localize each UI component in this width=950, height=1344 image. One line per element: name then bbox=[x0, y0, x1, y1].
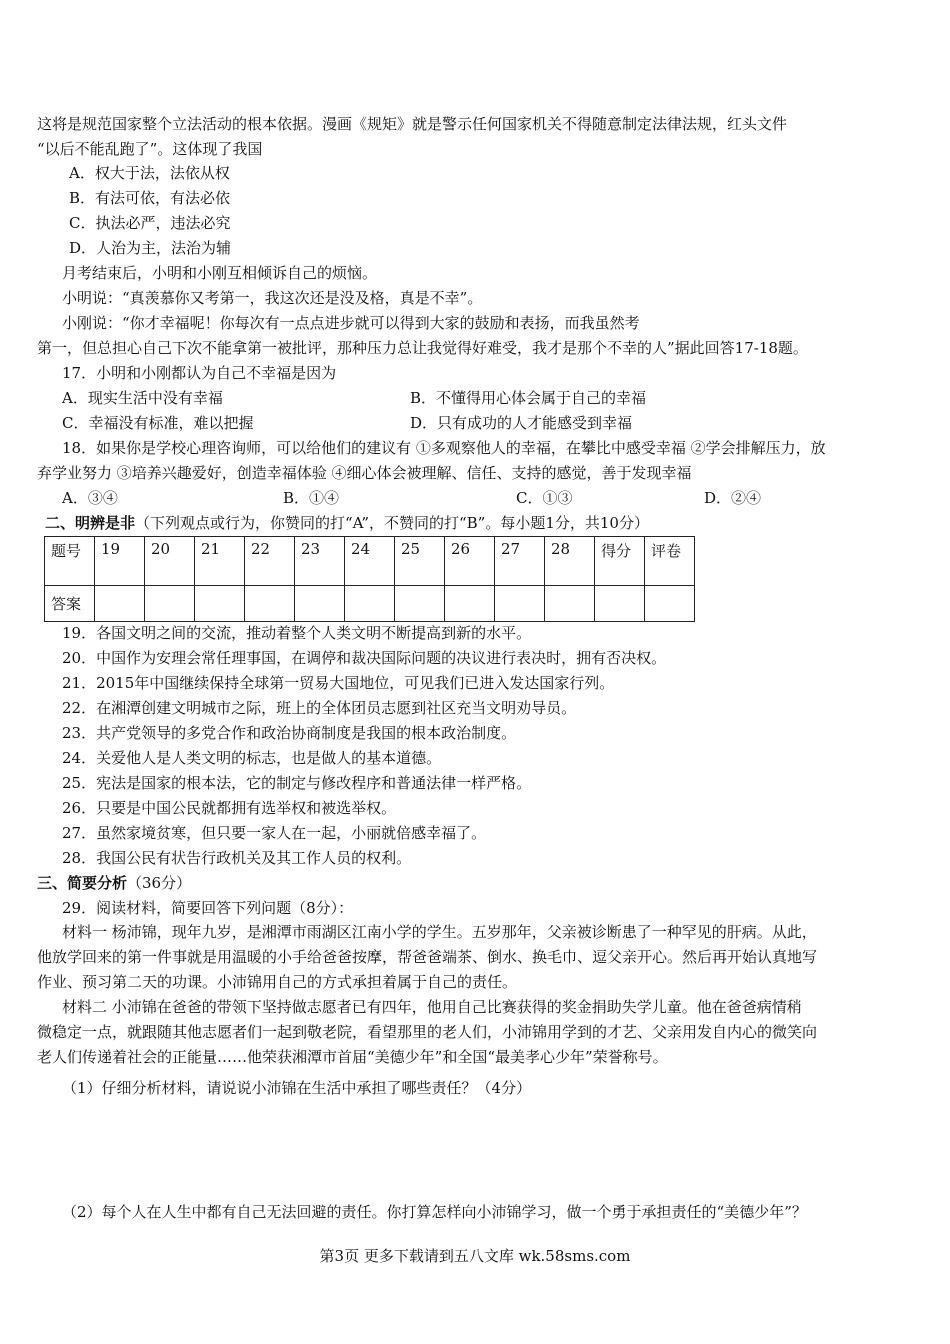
judge-item-24: 24．关爱他人是人类文明的标志，也是做人的基本道德。 bbox=[62, 749, 442, 767]
header-cell: 评卷 bbox=[645, 537, 695, 586]
header-cell: 21 bbox=[195, 537, 245, 586]
q17-stem: 17．小明和小刚都认为自己不幸福是因为 bbox=[62, 364, 337, 382]
header-cell: 27 bbox=[495, 537, 545, 586]
grader-cell[interactable] bbox=[645, 586, 695, 622]
q18-option-a: A．③④ bbox=[62, 489, 118, 507]
answer-cell[interactable] bbox=[195, 586, 245, 622]
header-cell: 23 bbox=[295, 537, 345, 586]
q16-text-line2: “以后不能乱跑了”。这体现了我国 bbox=[37, 140, 263, 158]
material2-line2: 微稳定一点，就跟随其他志愿者们一起到敬老院，看望那里的老人们，小沛锦用学到的才艺、父亲用发自内心的微笑向 bbox=[37, 1023, 818, 1041]
judge-item-25: 25．宪法是国家的根本法，它的制定与修改程序和普通法律一样严格。 bbox=[62, 774, 532, 792]
q16-option-d: D．人治为主，法治为辅 bbox=[69, 239, 232, 257]
header-cell: 26 bbox=[445, 537, 495, 586]
judge-item-28: 28．我国公民有状告行政机关及其工作人员的权利。 bbox=[62, 849, 412, 867]
header-cell: 题号 bbox=[45, 537, 95, 586]
section2-heading bbox=[45, 513, 649, 533]
answer-cell[interactable] bbox=[145, 586, 195, 622]
q16-option-a: A．权大于法，法依从权 bbox=[69, 164, 230, 182]
story-line1: 月考结束后，小明和小刚互相倾诉自己的烦恼。 bbox=[62, 264, 378, 282]
answer-cell[interactable] bbox=[395, 586, 445, 622]
answer-cell[interactable] bbox=[245, 586, 295, 622]
story-line2: 小明说：“真羡慕你又考第一，我这次还是没及格，真是不幸”。 bbox=[62, 289, 483, 307]
answer-cell[interactable] bbox=[545, 586, 595, 622]
q18-option-d: D．②④ bbox=[704, 489, 762, 507]
q17-option-a: A．现实生活中没有幸福 bbox=[62, 389, 223, 407]
judge-item-22: 22．在湘潭创建文明城市之际，班上的全体团员志愿到社区充当文明劝导员。 bbox=[62, 699, 577, 717]
q18-option-c: C．①③ bbox=[516, 489, 573, 507]
answer-label-cell: 答案 bbox=[45, 586, 95, 622]
answer-cell[interactable] bbox=[495, 586, 545, 622]
header-cell: 25 bbox=[395, 537, 445, 586]
header-cell: 20 bbox=[145, 537, 195, 586]
answer-cell[interactable] bbox=[95, 586, 145, 622]
story-line3: 小刚说：“你才幸福呢！你每次有一点点进步就可以得到大家的鼓励和表扬，而我虽然考 bbox=[62, 314, 640, 332]
judge-item-20: 20．中国作为安理会常任理事国，在调停和裁决国际问题的决议进行表决时，拥有否决权。 bbox=[62, 649, 667, 667]
answer-cell[interactable] bbox=[345, 586, 395, 622]
judge-item-26: 26．只要是中国公民就都拥有选举权和被选举权。 bbox=[62, 799, 397, 817]
q18-stem-line2: 弃学业努力 ③培养兴趣爱好，创造幸福体验 ④细心体会被理解、信任、支持的感觉，善于发现幸福 bbox=[37, 464, 692, 482]
material1-line2: 他放学回来的第一件事就是用温暖的小手给爸爸按摩，帮爸爸端茶、倒水、换毛巾、逗父亲开心。然后再开始认真地写 bbox=[37, 948, 818, 966]
header-cell: 得分 bbox=[595, 537, 645, 586]
q17-option-b: B．不懂得用心体会属于自己的幸福 bbox=[410, 389, 647, 407]
judge-item-27: 27．虽然家境贫寒，但只要一家人在一起，小丽就倍感幸福了。 bbox=[62, 824, 487, 842]
section2-title: 二、明辨是非 bbox=[45, 514, 136, 532]
header-cell: 22 bbox=[245, 537, 295, 586]
score-cell[interactable] bbox=[595, 586, 645, 622]
story-line4: 第一，但总担心自己下次不能拿第一被批评，那种压力总让我觉得好难受，我才是那个不幸的人”据此回答17-18题。 bbox=[37, 339, 808, 357]
section3-heading bbox=[37, 873, 191, 893]
material1-line1: 材料一 杨沛锦，现年九岁，是湘潭市雨湖区江南小学的学生。五岁那年，父亲被诊断患了一种罕见的肝病。从此， bbox=[62, 923, 817, 941]
section2-note: （下列观点或行为，你赞同的打“A”，不赞同的打“B”。每小题1分，共10分） bbox=[135, 514, 649, 532]
section3-score: （36分） bbox=[127, 874, 192, 892]
q29-stem: 29．阅读材料，简要回答下列问题（8分）： bbox=[62, 899, 354, 917]
answer-table-answer-row bbox=[45, 586, 695, 622]
judge-item-19: 19．各国文明之间的交流，推动着整个人类文明不断提高到新的水平。 bbox=[62, 624, 532, 642]
material2-line1: 材料二 小沛锦在爸爸的带领下坚持做志愿者已有四年，他用自己比赛获得的奖金捐助失学儿童。他在爸爸病情稍 bbox=[62, 998, 802, 1016]
answer-cell[interactable] bbox=[445, 586, 495, 622]
material1-line3: 作业、预习第二天的功课。小沛锦用自己的方式承担着属于自己的责任。 bbox=[37, 973, 518, 991]
material2-line3: 老人们传递着社会的正能量……他荣获湘潭市首届“美德少年”和全国“最美孝心少年”荣誉称号。 bbox=[37, 1048, 668, 1066]
q16-option-b: B．有法可依，有法必依 bbox=[69, 189, 231, 207]
q18-option-b: B．①④ bbox=[283, 489, 340, 507]
q29-sub2: （2）每个人在人生中都有自己无法回避的责任。你打算怎样向小沛锦学习，做一个勇于承担责任的“美德少年”？ bbox=[62, 1203, 807, 1221]
q17-option-c: C．幸福没有标准，难以把握 bbox=[62, 414, 254, 432]
q17-option-d: D．只有成功的人才能感受到幸福 bbox=[410, 414, 633, 432]
answer-cell[interactable] bbox=[295, 586, 345, 622]
header-cell: 28 bbox=[545, 537, 595, 586]
q16-text-line1: 这将是规范国家整个立法活动的根本依据。漫画《规矩》就是警示任何国家机关不得随意制定法律法规，红头文件 bbox=[37, 115, 788, 133]
answer-table-header-row bbox=[45, 537, 695, 586]
answer-table bbox=[44, 536, 695, 622]
section3-title: 三、简要分析 bbox=[37, 874, 128, 892]
q16-option-c: C．执法必严，违法必究 bbox=[69, 214, 231, 232]
judge-item-23: 23．共产党领导的多党合作和政治协商制度是我国的根本政治制度。 bbox=[62, 724, 517, 742]
judge-item-21: 21．2015年中国继续保持全球第一贸易大国地位，可见我们已进入发达国家行列。 bbox=[62, 674, 615, 692]
header-cell: 19 bbox=[95, 537, 145, 586]
header-cell: 24 bbox=[345, 537, 395, 586]
page-footer: 第3页 更多下载请到五八文库 wk.58sms.com bbox=[319, 1247, 631, 1265]
q29-sub1: （1）仔细分析材料，请说说小沛锦在生活中承担了哪些责任？（4分） bbox=[62, 1079, 532, 1097]
q18-stem-line1: 18．如果你是学校心理咨询师，可以给他们的建议有 ①多观察他人的幸福，在攀比中感受幸福 ②学会排解压力，放 bbox=[62, 439, 826, 457]
